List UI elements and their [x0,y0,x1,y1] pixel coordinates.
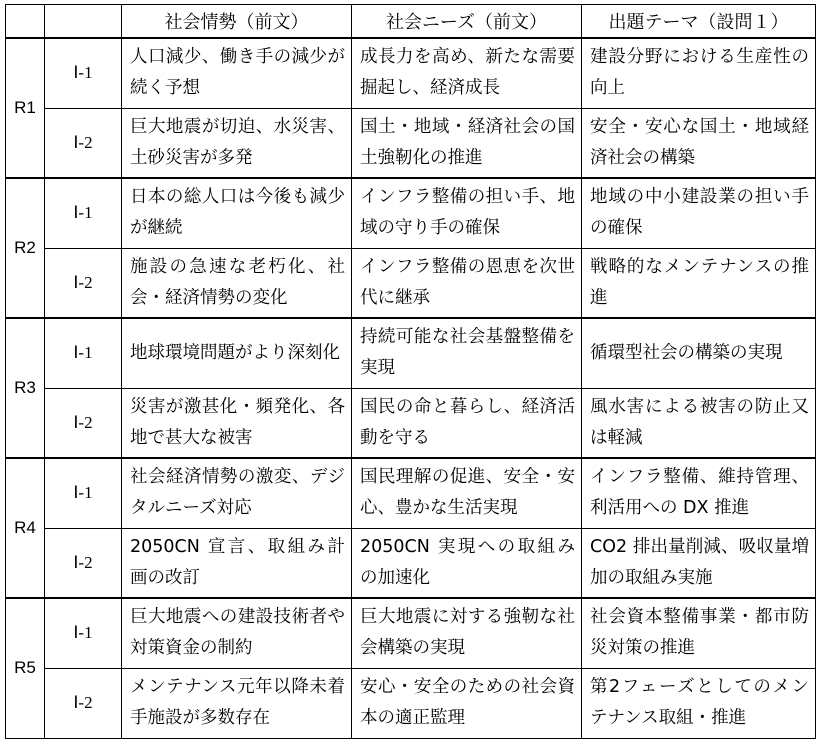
needs-cell: 国土・地域・経済社会の国土強靭化の推進 [352,108,582,178]
situation-cell: 巨大地震が切迫、水災害、土砂災害が多発 [122,108,352,178]
table-row [6,598,816,668]
year-cell: R4 [6,458,45,598]
theme-cell: 安全・安心な国土・地域経済社会の構築 [582,108,816,178]
question-cell: Ⅰ-1 [45,318,122,388]
header-social-needs: 社会ニーズ（前文） [352,5,582,39]
situation-cell: 巨大地震への建設技術者や対策資金の制約 [122,598,352,668]
situation-cell: メンテナンス元年以降未着手施設が多数存在 [122,668,352,738]
needs-cell: 巨大地震に対する強靭な社会構築の実現 [352,598,582,668]
exam-theme-table [5,4,816,739]
theme-cell: 地域の中小建設業の担い手の確保 [582,178,816,248]
header-row [6,5,816,39]
question-cell: Ⅰ-1 [45,178,122,248]
table-row [6,388,816,458]
question-cell: Ⅰ-2 [45,388,122,458]
situation-cell: 施設の急速な老朽化、社会・経済情勢の変化 [122,248,352,318]
theme-cell: 風水害による被害の防止又は軽減 [582,388,816,458]
situation-cell: 災害が激甚化・頻発化、各地で甚大な被害 [122,388,352,458]
needs-cell: 2050CN 実現への取組みの加速化 [352,528,582,598]
table-row [6,528,816,598]
header-social-situation: 社会情勢（前文） [122,5,352,39]
table-row [6,108,816,178]
question-cell: Ⅰ-2 [45,528,122,598]
year-cell: R2 [6,178,45,318]
theme-cell: 社会資本整備事業・都市防災対策の推進 [582,598,816,668]
table-row [6,38,816,108]
needs-cell: 国民理解の促進、安全・安心、豊かな生活実現 [352,458,582,528]
question-cell: Ⅰ-2 [45,248,122,318]
header-question [45,5,122,39]
needs-cell: 国民の命と暮らし、経済活動を守る [352,388,582,458]
table-row [6,248,816,318]
needs-cell: インフラ整備の担い手、地域の守り手の確保 [352,178,582,248]
theme-cell: 第2フェーズとしてのメンテナンス取組・推進 [582,668,816,738]
needs-cell: 持続可能な社会基盤整備を実現 [352,318,582,388]
header-exam-theme: 出題テーマ（設問１） [582,5,816,39]
theme-cell: インフラ整備、維持管理、利活用への DX 推進 [582,458,816,528]
question-cell: Ⅰ-1 [45,38,122,108]
theme-cell: 戦略的なメンテナンスの推進 [582,248,816,318]
situation-cell: 社会経済情勢の激変、デジタルニーズ対応 [122,458,352,528]
year-cell: R1 [6,38,45,178]
question-cell: Ⅰ-1 [45,598,122,668]
situation-cell: 日本の総人口は今後も減少が継続 [122,178,352,248]
table-row [6,178,816,248]
table-row [6,668,816,738]
question-cell: Ⅰ-2 [45,108,122,178]
question-cell: Ⅰ-1 [45,458,122,528]
table-row [6,318,816,388]
needs-cell: 安心・安全のための社会資本の適正監理 [352,668,582,738]
header-year [6,5,45,39]
situation-cell: 2050CN 宣言、取組み計画の改訂 [122,528,352,598]
question-cell: Ⅰ-2 [45,668,122,738]
theme-cell: 建設分野における生産性の向上 [582,38,816,108]
needs-cell: インフラ整備の恩恵を次世代に継承 [352,248,582,318]
year-cell: R3 [6,318,45,458]
theme-cell: CO2 排出量削減、吸収量増加の取組み実施 [582,528,816,598]
needs-cell: 成長力を高め、新たな需要掘起し、経済成長 [352,38,582,108]
situation-cell: 人口減少、働き手の減少が続く予想 [122,38,352,108]
situation-cell: 地球環境問題がより深刻化 [122,318,352,388]
table-row [6,458,816,528]
theme-cell: 循環型社会の構築の実現 [582,318,816,388]
year-cell: R5 [6,598,45,738]
